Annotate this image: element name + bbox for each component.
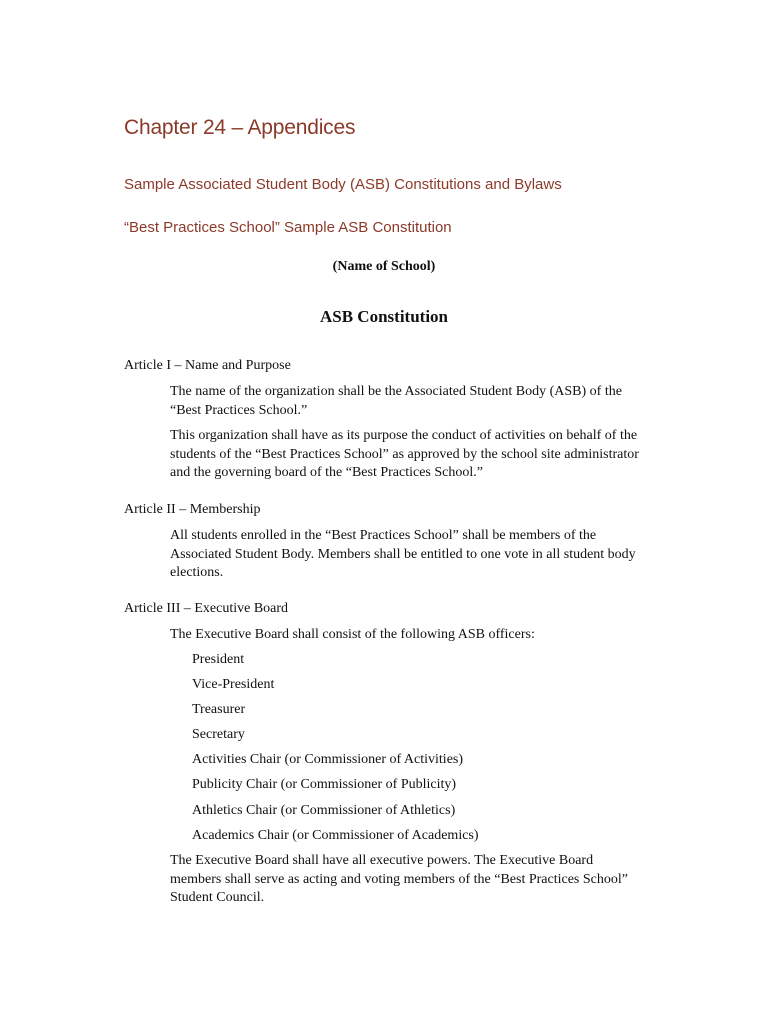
officer-list-item: Academics Chair (or Commissioner of Academics) — [192, 828, 479, 843]
officer-list-item: Activities Chair (or Commissioner of Activities) — [192, 752, 464, 767]
officer-list-item: Athletics Chair (or Commissioner of Athletics) — [192, 803, 456, 818]
officer-list-item: Publicity Chair (or Commissioner of Publicity) — [192, 777, 457, 792]
article-2-paragraph-1: All students enrolled in the “Best Practices School” shall be members of the Associated Student Body. Members shall be entitled to one vote in all student body elections. — [170, 528, 636, 580]
article-3-intro: The Executive Board shall consist of the following ASB officers: — [170, 627, 535, 642]
subsection-title: “Best Practices School” Sample ASB Constitution — [124, 219, 452, 236]
article-3-closing: The Executive Board shall have all executive powers. The Executive Board members shall serve as acting and voting members of the “Best Practices School” Student Council. — [170, 853, 628, 905]
article-3-heading: Article III – Executive Board — [124, 601, 289, 616]
officer-list-item: Vice-President — [192, 677, 275, 692]
officer-list-item: Secretary — [192, 727, 245, 742]
officer-list-item: Treasurer — [192, 702, 246, 717]
article-1-paragraph-1: The name of the organization shall be the Associated Student Body (ASB) of the “Best Practices School.” — [170, 384, 622, 418]
section-title: Sample Associated Student Body (ASB) Constitutions and Bylaws — [124, 176, 562, 193]
chapter-title: Chapter 24 – Appendices — [124, 116, 356, 139]
document-title: ASB Constitution — [319, 307, 448, 326]
article-1-paragraph-2: This organization shall have as its purpose the conduct of activities on behalf of the students of the “Best Practices School” as approved by the school site administrator and the governing board of the “Best Practices School.” — [170, 428, 639, 480]
officer-list-item: President — [192, 652, 245, 667]
school-name-placeholder: (Name of School) — [332, 259, 436, 274]
article-1-heading: Article I – Name and Purpose — [124, 358, 291, 373]
article-2-heading: Article II – Membership — [124, 502, 261, 517]
